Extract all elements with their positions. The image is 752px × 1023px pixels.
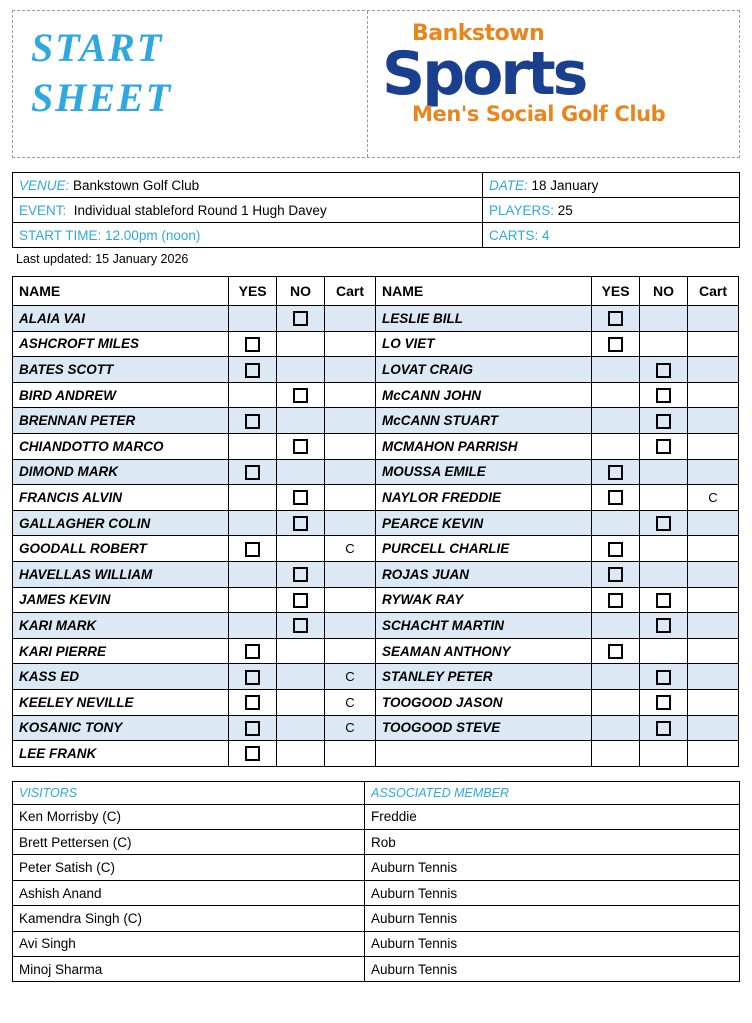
logo-main-text — [382, 39, 739, 109]
player-name-right: STANLEY PETER — [375, 664, 591, 690]
associated-member-name: Auburn Tennis — [365, 855, 740, 880]
checkbox-glyph[interactable] — [245, 670, 260, 685]
checkbox-glyph[interactable] — [293, 388, 308, 403]
event-cell — [13, 198, 483, 223]
checkbox-glyph[interactable] — [656, 721, 671, 736]
visitor-name: Minoj Sharma — [13, 957, 365, 982]
cart-cell-left[interactable]: C — [325, 715, 376, 741]
player-name-left: LEE FRANK — [13, 741, 229, 767]
logo-bottom-text: Men's Social Golf Club — [412, 102, 666, 127]
cart-cell-left[interactable] — [325, 561, 376, 587]
checkbox-glyph[interactable] — [656, 414, 671, 429]
checkbox-glyph[interactable] — [656, 593, 671, 608]
associated-member-name: Rob — [365, 830, 740, 855]
yes-checkbox-left[interactable] — [229, 536, 277, 562]
start-time-label: START TIME: — [19, 227, 102, 243]
player-name-right: McCANN JOHN — [375, 382, 591, 408]
cart-cell-left[interactable] — [325, 459, 376, 485]
player-name-left: GALLAGHER COLIN — [13, 510, 229, 536]
venue-cell — [13, 173, 483, 198]
table-row — [13, 638, 739, 664]
yes-checkbox-left[interactable] — [229, 306, 277, 332]
no-checkbox-right[interactable] — [640, 664, 688, 690]
cart-cell-right[interactable] — [687, 408, 738, 434]
no-checkbox-left[interactable] — [277, 715, 325, 741]
venue-label: VENUE: — [19, 177, 70, 193]
checkbox-glyph[interactable] — [656, 618, 671, 633]
player-name-left: GOODALL ROBERT — [13, 536, 229, 562]
cart-cell-left[interactable] — [325, 741, 376, 767]
start-sheet-title-block — [13, 11, 368, 157]
cart-cell-left[interactable] — [325, 331, 376, 357]
last-updated-text: Last updated: 15 January 2026 — [16, 252, 189, 266]
cart-cell-left[interactable] — [325, 638, 376, 664]
checkbox-glyph[interactable] — [245, 542, 260, 557]
player-name-left: FRANCIS ALVIN — [13, 485, 229, 511]
cart-cell-right[interactable] — [687, 689, 738, 715]
no-checkbox-left[interactable] — [277, 664, 325, 690]
cart-cell-right[interactable] — [687, 331, 738, 357]
checkbox-glyph[interactable] — [293, 311, 308, 326]
players-table-header-row — [13, 277, 739, 306]
header-associated-member: ASSOCIATED MEMBER — [365, 781, 740, 804]
checkbox-glyph[interactable] — [608, 542, 623, 557]
yes-checkbox-right[interactable] — [592, 408, 640, 434]
date-label: DATE: — [489, 177, 528, 193]
yes-checkbox-right[interactable] — [592, 357, 640, 383]
checkbox-glyph[interactable] — [656, 695, 671, 710]
cart-cell-right[interactable] — [687, 357, 738, 383]
associated-member-name: Auburn Tennis — [365, 906, 740, 931]
table-row — [13, 357, 739, 383]
cart-cell-right[interactable] — [687, 459, 738, 485]
checkbox-glyph[interactable] — [293, 618, 308, 633]
table-row — [13, 433, 739, 459]
player-name-right: PURCELL CHARLIE — [375, 536, 591, 562]
info-row-venue-date — [13, 173, 740, 198]
player-name-right: NAYLOR FREDDIE — [375, 485, 591, 511]
header-cart-right: Cart — [687, 277, 738, 306]
header-no-right: NO — [640, 277, 688, 306]
yes-checkbox-left[interactable] — [229, 331, 277, 357]
player-name-left: DIMOND MARK — [13, 459, 229, 485]
associated-member-name: Auburn Tennis — [365, 931, 740, 956]
yes-checkbox-left[interactable] — [229, 587, 277, 613]
cart-cell-right[interactable] — [687, 510, 738, 536]
no-checkbox-right[interactable] — [640, 561, 688, 587]
player-name-left: ASHCROFT MILES — [13, 331, 229, 357]
checkbox-glyph[interactable] — [608, 311, 623, 326]
checkbox-glyph[interactable] — [245, 414, 260, 429]
header-name-left: NAME — [13, 277, 229, 306]
player-name-left: KOSANIC TONY — [13, 715, 229, 741]
no-checkbox-right[interactable] — [640, 741, 688, 767]
yes-checkbox-right[interactable] — [592, 689, 640, 715]
carts-label: CARTS: — [489, 227, 539, 243]
yes-checkbox-right[interactable] — [592, 306, 640, 332]
no-checkbox-right[interactable] — [640, 638, 688, 664]
yes-checkbox-right[interactable] — [592, 433, 640, 459]
no-checkbox-left[interactable] — [277, 408, 325, 434]
yes-checkbox-right[interactable] — [592, 613, 640, 639]
visitor-row — [13, 906, 740, 931]
player-name-left: KEELEY NEVILLE — [13, 689, 229, 715]
player-name-right: RYWAK RAY — [375, 587, 591, 613]
player-name-left: KARI MARK — [13, 613, 229, 639]
cart-cell-left[interactable]: C — [325, 689, 376, 715]
table-row — [13, 408, 739, 434]
checkbox-glyph[interactable] — [656, 516, 671, 531]
table-row — [13, 331, 739, 357]
checkbox-glyph[interactable] — [293, 516, 308, 531]
cart-cell-left[interactable] — [325, 510, 376, 536]
player-name-right: SEAMAN ANTHONY — [375, 638, 591, 664]
yes-checkbox-left[interactable] — [229, 561, 277, 587]
player-name-right: LOVAT CRAIG — [375, 357, 591, 383]
player-name-right: MCMAHON PARRISH — [375, 433, 591, 459]
start-time-value: 12.00pm (noon) — [105, 227, 201, 243]
yes-checkbox-right[interactable] — [592, 536, 640, 562]
no-checkbox-left[interactable] — [277, 485, 325, 511]
no-checkbox-left[interactable] — [277, 689, 325, 715]
title-line-sheet: SHEET — [31, 75, 173, 120]
cart-cell-right[interactable] — [687, 306, 738, 332]
header-no-left: NO — [277, 277, 325, 306]
associated-member-name: Auburn Tennis — [365, 880, 740, 905]
checkbox-glyph[interactable] — [608, 490, 623, 505]
no-checkbox-right[interactable] — [640, 689, 688, 715]
checkbox-glyph[interactable] — [293, 439, 308, 454]
no-checkbox-right[interactable] — [640, 331, 688, 357]
cart-cell-left[interactable] — [325, 408, 376, 434]
yes-checkbox-left[interactable] — [229, 664, 277, 690]
yes-checkbox-right[interactable] — [592, 331, 640, 357]
no-checkbox-left[interactable] — [277, 741, 325, 767]
no-checkbox-right[interactable] — [640, 613, 688, 639]
visitor-row — [13, 855, 740, 880]
checkbox-glyph[interactable] — [656, 388, 671, 403]
player-name-right: LO VIET — [375, 331, 591, 357]
cart-cell-right[interactable] — [687, 664, 738, 690]
cart-cell-left[interactable] — [325, 485, 376, 511]
visitors-table-body — [13, 804, 740, 982]
cart-cell-right[interactable] — [687, 715, 738, 741]
yes-checkbox-left[interactable] — [229, 357, 277, 383]
cart-cell-left[interactable] — [325, 613, 376, 639]
player-name-left: KASS ED — [13, 664, 229, 690]
table-row — [13, 510, 739, 536]
event-value: Individual stableford Round 1 Hugh Davey — [73, 202, 327, 218]
cart-cell-right[interactable] — [687, 561, 738, 587]
visitor-name: Peter Satish (C) — [13, 855, 365, 880]
player-name-left: BIRD ANDREW — [13, 382, 229, 408]
no-checkbox-left[interactable] — [277, 331, 325, 357]
yes-checkbox-left[interactable] — [229, 510, 277, 536]
player-name-right: ROJAS JUAN — [375, 561, 591, 587]
date-value: 18 January — [531, 177, 599, 193]
yes-checkbox-right[interactable] — [592, 459, 640, 485]
table-row — [13, 382, 739, 408]
no-checkbox-left[interactable] — [277, 382, 325, 408]
header-yes-left: YES — [229, 277, 277, 306]
table-row — [13, 536, 739, 562]
yes-checkbox-left[interactable] — [229, 408, 277, 434]
no-checkbox-left[interactable] — [277, 536, 325, 562]
cart-cell-left[interactable] — [325, 587, 376, 613]
players-table-body — [13, 306, 739, 767]
player-name-left: BATES SCOTT — [13, 357, 229, 383]
player-name-left: CHIANDOTTO MARCO — [13, 433, 229, 459]
players-cell — [483, 198, 740, 223]
yes-checkbox-right[interactable] — [592, 382, 640, 408]
visitor-row — [13, 830, 740, 855]
associated-member-name: Freddie — [365, 804, 740, 829]
visitor-row — [13, 957, 740, 982]
player-name-right — [375, 741, 591, 767]
no-checkbox-left[interactable] — [277, 459, 325, 485]
club-logo — [368, 11, 739, 157]
checkbox-glyph[interactable] — [245, 644, 260, 659]
checkbox-glyph[interactable] — [245, 337, 260, 352]
no-checkbox-left[interactable] — [277, 613, 325, 639]
cart-cell-right[interactable] — [687, 587, 738, 613]
checkbox-glyph[interactable] — [608, 593, 623, 608]
no-checkbox-right[interactable] — [640, 408, 688, 434]
cart-cell-right[interactable] — [687, 638, 738, 664]
no-checkbox-left[interactable] — [277, 357, 325, 383]
checkbox-glyph[interactable] — [245, 746, 260, 761]
yes-checkbox-right[interactable] — [592, 485, 640, 511]
cart-cell-left[interactable] — [325, 382, 376, 408]
player-name-right: TOOGOOD JASON — [375, 689, 591, 715]
no-checkbox-left[interactable] — [277, 306, 325, 332]
logo-main-sports: Sports — [382, 39, 586, 109]
checkbox-glyph[interactable] — [608, 465, 623, 480]
yes-checkbox-left[interactable] — [229, 741, 277, 767]
yes-checkbox-left[interactable] — [229, 433, 277, 459]
checkbox-glyph[interactable] — [608, 337, 623, 352]
yes-checkbox-right[interactable] — [592, 715, 640, 741]
table-row — [13, 741, 739, 767]
no-checkbox-right[interactable] — [640, 485, 688, 511]
cart-cell-right[interactable] — [687, 741, 738, 767]
date-cell — [483, 173, 740, 198]
associated-member-name: Auburn Tennis — [365, 957, 740, 982]
checkbox-glyph[interactable] — [656, 363, 671, 378]
cart-cell-left[interactable] — [325, 357, 376, 383]
table-row — [13, 664, 739, 690]
yes-checkbox-right[interactable] — [592, 561, 640, 587]
no-checkbox-right[interactable] — [640, 587, 688, 613]
player-name-right: SCHACHT MARTIN — [375, 613, 591, 639]
no-checkbox-right[interactable] — [640, 382, 688, 408]
logo-top-text: Bankstown — [412, 21, 545, 46]
table-row — [13, 613, 739, 639]
no-checkbox-left[interactable] — [277, 510, 325, 536]
table-row — [13, 459, 739, 485]
yes-checkbox-right[interactable] — [592, 638, 640, 664]
visitors-table-header-row — [13, 781, 740, 804]
checkbox-glyph[interactable] — [656, 439, 671, 454]
document-header — [12, 10, 740, 158]
player-name-right: McCANN STUART — [375, 408, 591, 434]
cart-cell-left[interactable]: C — [325, 664, 376, 690]
no-checkbox-right[interactable] — [640, 433, 688, 459]
header-yes-right: YES — [592, 277, 640, 306]
carts-cell — [483, 223, 740, 248]
visitor-row — [13, 880, 740, 905]
header-visitors: VISITORS — [13, 781, 365, 804]
yes-checkbox-left[interactable] — [229, 459, 277, 485]
visitor-name: Brett Pettersen (C) — [13, 830, 365, 855]
checkbox-glyph[interactable] — [245, 363, 260, 378]
yes-checkbox-right[interactable] — [592, 741, 640, 767]
cart-cell-right[interactable] — [687, 613, 738, 639]
visitor-name: Ken Morrisby (C) — [13, 804, 365, 829]
table-row — [13, 587, 739, 613]
player-name-right: LESLIE BILL — [375, 306, 591, 332]
cart-cell-left[interactable] — [325, 433, 376, 459]
no-checkbox-right[interactable] — [640, 510, 688, 536]
visitor-name: Avi Singh — [13, 931, 365, 956]
checkbox-glyph[interactable] — [656, 670, 671, 685]
player-name-left: BRENNAN PETER — [13, 408, 229, 434]
checkbox-glyph[interactable] — [293, 593, 308, 608]
player-name-left: HAVELLAS WILLIAM — [13, 561, 229, 587]
yes-checkbox-left[interactable] — [229, 715, 277, 741]
no-checkbox-right[interactable] — [640, 459, 688, 485]
yes-checkbox-left[interactable] — [229, 382, 277, 408]
checkbox-glyph[interactable] — [293, 567, 308, 582]
visitor-name: Ashish Anand — [13, 880, 365, 905]
no-checkbox-right[interactable] — [640, 536, 688, 562]
title-line-start: START — [31, 25, 164, 70]
no-checkbox-left[interactable] — [277, 433, 325, 459]
checkbox-glyph[interactable] — [608, 567, 623, 582]
cart-cell-right[interactable] — [687, 536, 738, 562]
players-table — [12, 276, 739, 767]
yes-checkbox-left[interactable] — [229, 638, 277, 664]
yes-checkbox-right[interactable] — [592, 510, 640, 536]
visitor-row — [13, 931, 740, 956]
player-name-left: ALAIA VAI — [13, 306, 229, 332]
cart-cell-right[interactable] — [687, 433, 738, 459]
venue-value: Bankstown Golf Club — [73, 177, 200, 193]
checkbox-glyph[interactable] — [293, 490, 308, 505]
yes-checkbox-left[interactable] — [229, 485, 277, 511]
no-checkbox-right[interactable] — [640, 715, 688, 741]
header-cart-left: Cart — [325, 277, 376, 306]
checkbox-glyph[interactable] — [245, 695, 260, 710]
start-time-cell — [13, 223, 483, 248]
carts-value: 4 — [542, 227, 550, 243]
table-row — [13, 306, 739, 332]
player-name-right: TOOGOOD STEVE — [375, 715, 591, 741]
players-value: 25 — [557, 202, 573, 218]
player-name-left: KARI PIERRE — [13, 638, 229, 664]
info-row-starttime-carts — [13, 223, 740, 248]
visitor-name: Kamendra Singh (C) — [13, 906, 365, 931]
checkbox-glyph[interactable] — [245, 465, 260, 480]
no-checkbox-left[interactable] — [277, 587, 325, 613]
visitor-row — [13, 804, 740, 829]
yes-checkbox-right[interactable] — [592, 664, 640, 690]
no-checkbox-left[interactable] — [277, 561, 325, 587]
table-row — [13, 715, 739, 741]
table-row — [13, 561, 739, 587]
player-name-right: MOUSSA EMILE — [375, 459, 591, 485]
checkbox-glyph[interactable] — [245, 721, 260, 736]
event-label: EVENT: — [19, 202, 67, 218]
yes-checkbox-right[interactable] — [592, 587, 640, 613]
header-name-right: NAME — [375, 277, 591, 306]
no-checkbox-right[interactable] — [640, 357, 688, 383]
cart-cell-left[interactable] — [325, 306, 376, 332]
cart-cell-right[interactable] — [687, 382, 738, 408]
no-checkbox-right[interactable] — [640, 306, 688, 332]
cart-cell-left[interactable]: C — [325, 536, 376, 562]
yes-checkbox-left[interactable] — [229, 689, 277, 715]
event-info-table — [12, 172, 740, 248]
table-row — [13, 485, 739, 511]
table-row — [13, 689, 739, 715]
checkbox-glyph[interactable] — [608, 644, 623, 659]
yes-checkbox-left[interactable] — [229, 613, 277, 639]
player-name-right: PEARCE KEVIN — [375, 510, 591, 536]
cart-cell-right[interactable]: C — [687, 485, 738, 511]
info-row-event-players — [13, 198, 740, 223]
no-checkbox-left[interactable] — [277, 638, 325, 664]
player-name-left: JAMES KEVIN — [13, 587, 229, 613]
visitors-table — [12, 781, 740, 983]
players-label: PLAYERS: — [489, 202, 555, 218]
